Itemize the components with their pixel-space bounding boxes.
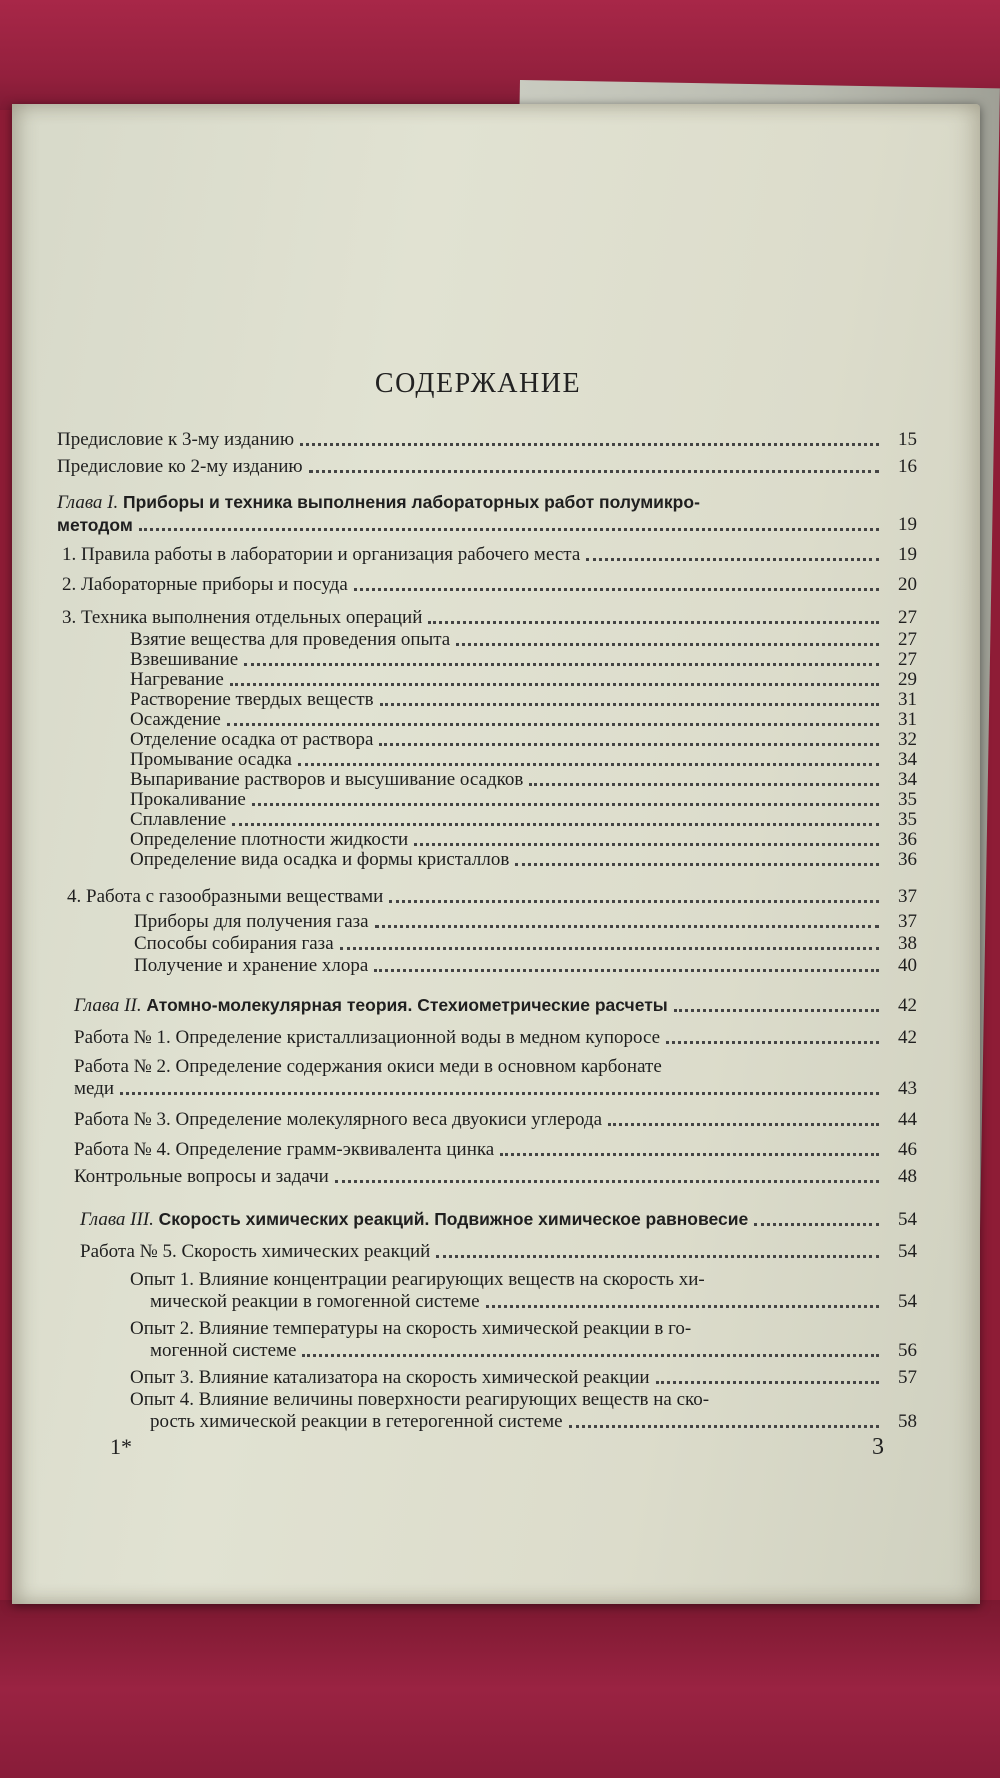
toc-entry: 4. Работа с газообразными веществами 37 bbox=[67, 886, 917, 907]
toc-subentry: Нагревание 29 bbox=[130, 669, 917, 690]
toc-subentry: Приборы для получения газа 37 bbox=[134, 911, 917, 932]
toc-subentry: Опыт 3. Влияние катализатора на скорость химической реакции 57 bbox=[130, 1367, 917, 1388]
toc-entry: 2. Лабораторные приборы и посуда 20 bbox=[62, 574, 917, 595]
toc-subentry: Способы собирания газа 38 bbox=[134, 933, 917, 954]
toc-entry: Работа № 4. Определение грамм-эквивалента цинка 46 bbox=[74, 1139, 917, 1160]
toc-subentry: Осаждение 31 bbox=[130, 709, 917, 730]
page-number: 3 bbox=[872, 1434, 884, 1460]
toc-subentry: Опыт 2. Влияние температуры на скорость химической реакции в го- могенной системе 56 bbox=[130, 1318, 917, 1361]
toc-subentry: Опыт 4. Влияние величины поверхности реагирующих веществ на ско- рость химической реакции в гетерогенной системе 58 bbox=[130, 1389, 917, 1432]
toc-chapter-1: Глава I. Приборы и техника выполнения лабораторных работ полумикро- методом 19 bbox=[57, 492, 917, 535]
toc-entry: Работа № 2. Определение содержания окиси меди в основном карбонате меди 43 bbox=[74, 1056, 917, 1099]
toc-subentry: Определение плотности жидкости 36 bbox=[130, 829, 917, 850]
toc-entry: Предисловие к 3-му изданию 15 bbox=[57, 429, 917, 450]
toc-entry: Работа № 5. Скорость химических реакций 54 bbox=[80, 1241, 917, 1262]
toc-entry: Работа № 3. Определение молекулярного веса двуокиси углерода 44 bbox=[74, 1109, 917, 1130]
toc-chapter-3: Глава III. Скорость химических реакций. Подвижное химическое равновесие 54 bbox=[80, 1209, 917, 1230]
toc-entry: Работа № 1. Определение кристаллизационной воды в медном купоросе 42 bbox=[74, 1027, 917, 1048]
toc-subentry: Взвешивание 27 bbox=[130, 649, 917, 670]
toc-entry: 3. Техника выполнения отдельных операций 27 bbox=[62, 607, 917, 628]
background-cloth-bottom bbox=[0, 1600, 1000, 1778]
toc-subentry: Растворение твердых веществ 31 bbox=[130, 689, 917, 710]
toc-subentry: Промывание осадка 34 bbox=[130, 749, 917, 770]
page-heading: СОДЕРЖАНИЕ bbox=[374, 368, 582, 399]
book-page bbox=[12, 104, 980, 1604]
table-of-contents bbox=[12, 104, 980, 1604]
toc-subentry: Прокаливание 35 bbox=[130, 789, 917, 810]
toc-subentry: Определение вида осадка и формы кристаллов 36 bbox=[130, 849, 917, 870]
toc-entry: Предисловие ко 2-му изданию 16 bbox=[57, 456, 917, 477]
toc-subentry: Сплавление 35 bbox=[130, 809, 917, 830]
toc-subentry: Взятие вещества для проведения опыта 27 bbox=[130, 629, 917, 650]
signature-mark: 1* bbox=[110, 1434, 132, 1459]
toc-subentry: Отделение осадка от раствора 32 bbox=[130, 729, 917, 750]
toc-entry: 1. Правила работы в лаборатории и организация рабочего места 19 bbox=[62, 544, 917, 565]
toc-entry: Контрольные вопросы и задачи 48 bbox=[74, 1166, 917, 1187]
toc-subentry: Получение и хранение хлора 40 bbox=[134, 955, 917, 976]
toc-subentry: Опыт 1. Влияние концентрации реагирующих веществ на скорость хи- мической реакции в гомогенной системе 54 bbox=[130, 1269, 917, 1312]
toc-chapter-2: Глава II. Атомно-молекулярная теория. Стехиометрические расчеты 42 bbox=[74, 995, 917, 1016]
toc-subentry: Выпаривание растворов и высушивание осадков 34 bbox=[130, 769, 917, 790]
